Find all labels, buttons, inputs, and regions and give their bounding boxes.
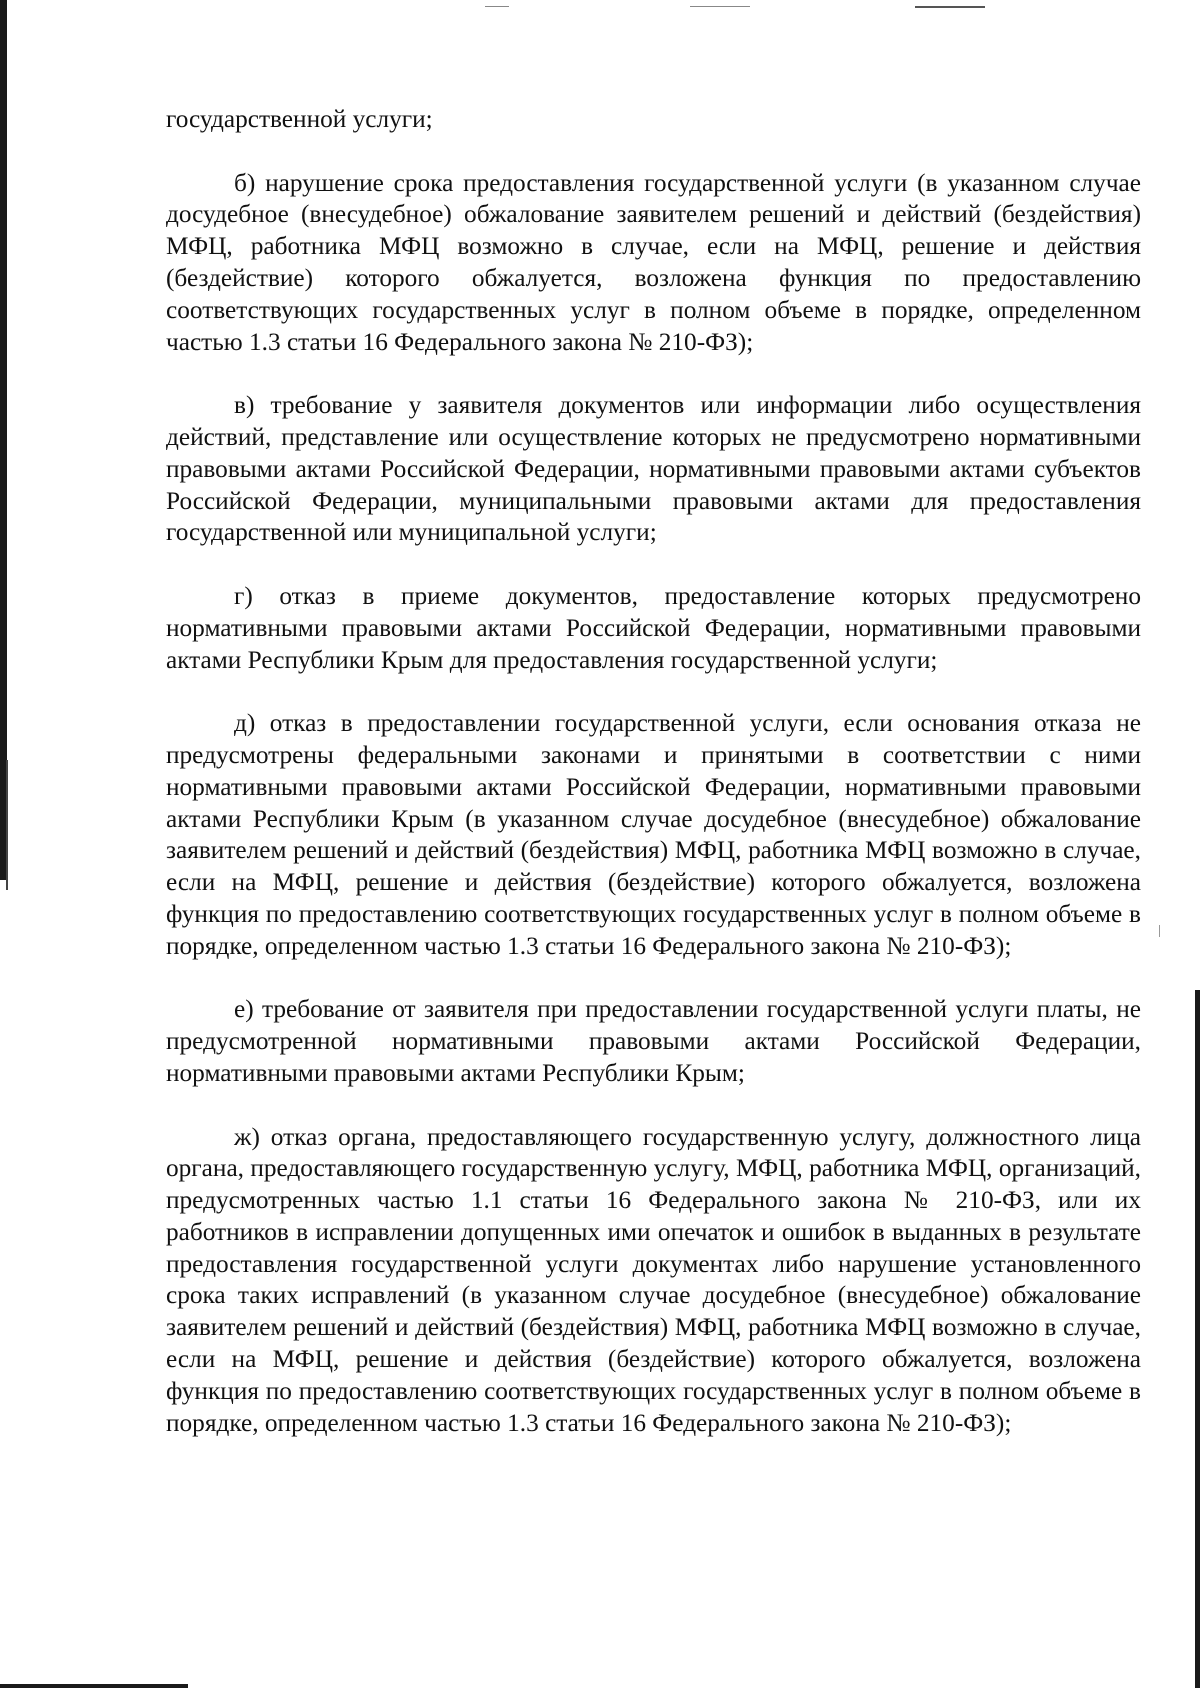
scan-edge-left-thin [6, 760, 8, 890]
document-page [166, 104, 1141, 1471]
paragraph-item-b: б) нарушение срока предоставления государственной услуги (в указанном случае досудебное (внесудебное) обжалование заявителем решений и действий (бездействия) МФЦ, работника МФЦ возможно в случае, если на МФЦ, решение и действия (бездействие) которого обжалуется, возложена функция по предоставлению соответствующих государственных услуг в полном объеме в порядке, определенном частью 1.3 статьи 16 Федерального закона № 210-ФЗ); [166, 168, 1141, 356]
scan-tick-right [1159, 925, 1160, 937]
scan-top-dash [915, 6, 985, 8]
scan-mark-bottom [0, 1684, 188, 1688]
paragraph-continuation: государственной услуги; [166, 105, 433, 133]
paragraph-item-g: г) отказ в приеме документов, предоставление которых предусмотрено нормативными правовыми актами Российской Федерации, нормативными правовыми актами Республики Крым для предоставления государственной услуги; [166, 581, 1141, 674]
scan-edge-left [0, 0, 7, 880]
scan-top-dash [690, 6, 750, 7]
paragraph-item-e: е) требование от заявителя при предоставлении государственной услуги платы, не предусмотренной нормативными правовыми актами Российской Федерации, нормативными правовыми актами Республики Крым; [166, 995, 1141, 1087]
paragraph-item-zh: ж) отказ органа, предоставляющего государственную услугу, должностного лица органа, предоставляющего государственную услугу, МФЦ, работника МФЦ, организаций, предусмотренных частью 1.1 статьи 16 Федерального закона № 210-ФЗ, или их работников в исправлении допущенных ими опечаток и ошибок в выданных в результате предоставления государственной услуги документах либо нарушение установленного срока таких исправлений (в указанном случае досудебное (внесудебное) обжалование заявителем решений и действий (бездействия) МФЦ, работника МФЦ возможно в случае, если на МФЦ, решение и действия (бездействие) которого обжалуется, возложена функция по предоставлению соответствующих государственных услуг в полном объеме в порядке, определенном частью 1.3 статьи 16 Федерального закона № 210-ФЗ); [166, 1122, 1141, 1437]
scan-edge-right [1195, 990, 1200, 1688]
paragraph-item-v: в) требование у заявителя документов или информации либо осуществления действий, представление или осуществление которых не предусмотрено нормативными правовыми актами Российской Федерации, нормативными правовыми актами субъектов Российской Федерации, муниципальными правовыми актами для предоставления государственной или муниципальной услуги; [166, 391, 1141, 547]
paragraph-item-d: д) отказ в предоставлении государственной услуги, если основания отказа не предусмотрены федеральными законами и принятыми в соответствии с ними нормативными правовыми актами Российской Федерации, нормативными правовыми актами Республики Крым (в указанном случае досудебное (внесудебное) обжалование заявителем решений и действий (бездействия) МФЦ, работника МФЦ возможно в случае, если на МФЦ, решение и действия (бездействие) которого обжалуется, возложена функция по предоставлению соответствующих государственных услуг в полном объеме в порядке, определенном частью 1.3 статьи 16 Федерального закона № 210-ФЗ); [166, 709, 1141, 960]
scan-top-dash [485, 6, 509, 7]
